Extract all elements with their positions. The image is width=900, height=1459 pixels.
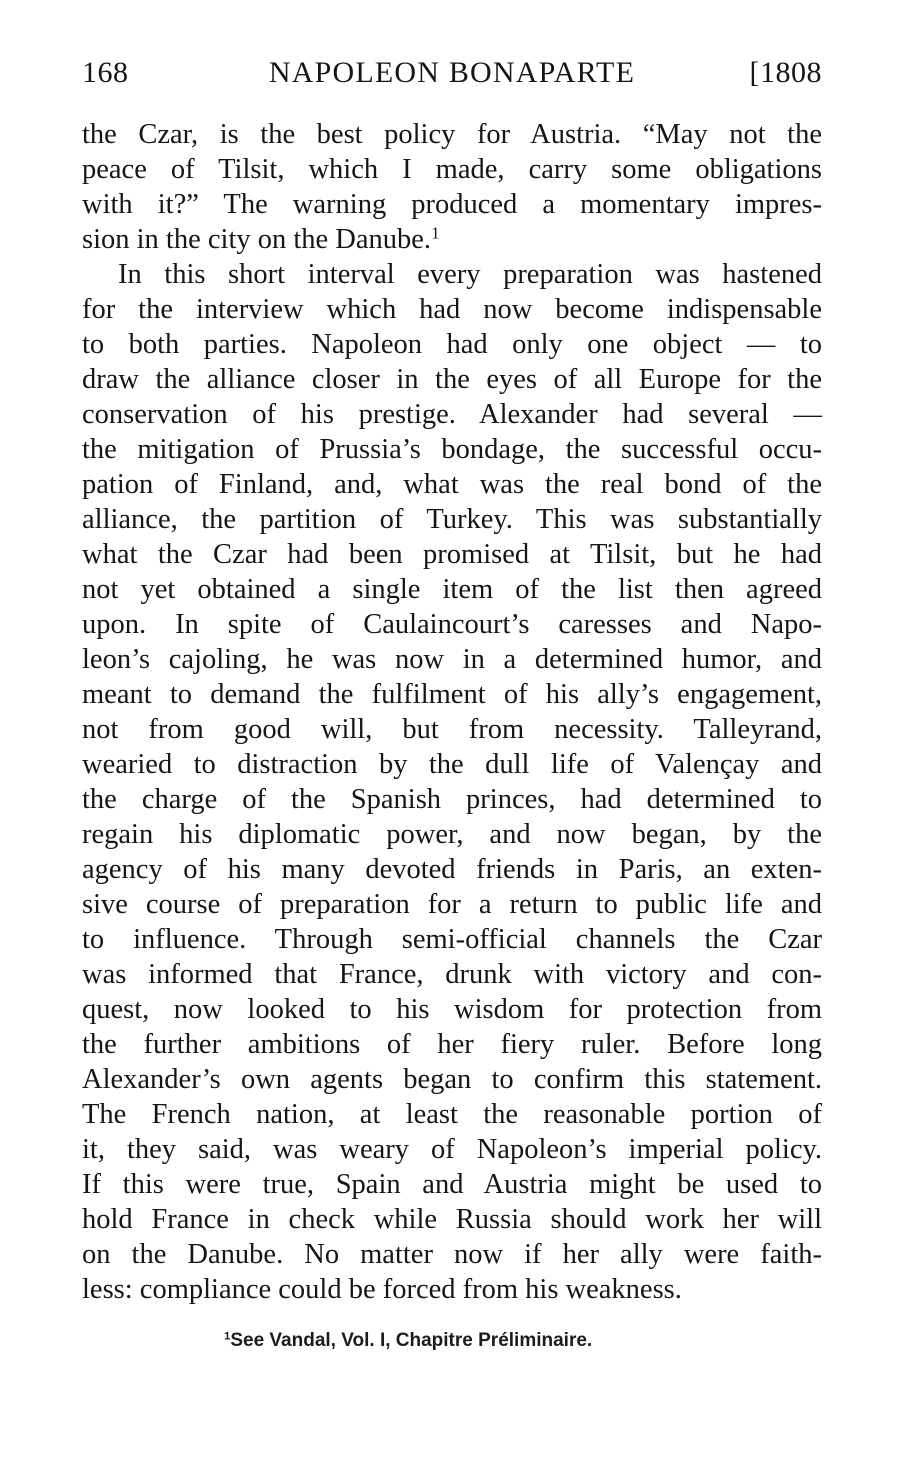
text-line: agency of his many devoted friends in Paris, an exten- xyxy=(82,854,822,885)
text-line-content: sion in the city on the Danube. xyxy=(82,224,432,255)
text-line: what the Czar had been promised at Tilsit, but he had xyxy=(82,539,822,570)
text-line: If this were true, Spain and Austria might be used to xyxy=(82,1169,822,1200)
header-year: [1808 xyxy=(749,56,822,89)
text-line: was informed that France, drunk with victory and con- xyxy=(82,959,822,990)
footnote xyxy=(224,1330,592,1352)
text-line: peace of Tilsit, which I made, carry some obligations xyxy=(82,154,822,185)
text-line: meant to demand the fulfilment of his ally’s engagement, xyxy=(82,679,822,710)
text-line: sive course of preparation for a return to public life and xyxy=(82,889,822,920)
text-line: with it?” The warning produced a momentary impres- xyxy=(82,189,822,220)
footnote-marker: 1 xyxy=(224,1330,231,1343)
text-line: for the interview which had now become indispensable xyxy=(82,294,822,325)
text-line: less: compliance could be forced from his weakness. xyxy=(82,1274,682,1305)
text-line: conservation of his prestige. Alexander had several — xyxy=(82,399,822,430)
text-line: the charge of the Spanish princes, had determined to xyxy=(82,784,822,815)
text-line: alliance, the partition of Turkey. This was substantially xyxy=(82,504,822,535)
body-text xyxy=(82,117,822,1307)
text-line: The French nation, at least the reasonable portion of xyxy=(82,1099,822,1130)
running-title: NAPOLEON BONAPARTE xyxy=(268,56,636,89)
text-line: on the Danube. No matter now if her ally were faith- xyxy=(82,1239,822,1270)
text-line: regain his diplomatic power, and now began, by the xyxy=(82,819,822,850)
text-line: the Czar, is the best policy for Austria. “May not the xyxy=(82,119,822,150)
text-line: quest, now looked to his wisdom for protection from xyxy=(82,994,822,1025)
footnote-reference: 1 xyxy=(431,223,440,243)
text-line: In this short interval every preparation was hastened xyxy=(118,259,822,290)
text-line: draw the alliance closer in the eyes of all Europe for the xyxy=(82,364,822,395)
text-line: not yet obtained a single item of the list then agreed xyxy=(82,574,822,605)
text-line: wearied to distraction by the dull life of Valençay and xyxy=(82,749,822,780)
text-line: the further ambitions of her fiery ruler. Before long xyxy=(82,1029,822,1060)
text-line: hold France in check while Russia should work her will xyxy=(82,1204,822,1235)
page-number: 168 xyxy=(82,56,129,89)
text-line: leon’s cajoling, he was now in a determined humor, and xyxy=(82,644,822,675)
footnote-text: See Vandal, Vol. I, Chapitre Préliminaire. xyxy=(230,1330,593,1351)
text-line xyxy=(82,222,822,257)
text-line: the mitigation of Prussia’s bondage, the successful occu- xyxy=(82,434,822,465)
text-line: not from good will, but from necessity. Talleyrand, xyxy=(82,714,822,745)
text-line: upon. In spite of Caulaincourt’s caresses and Napo- xyxy=(82,609,822,640)
text-line: to both parties. Napoleon had only one object — to xyxy=(82,329,822,360)
text-line: it, they said, was weary of Napoleon’s imperial policy. xyxy=(82,1134,822,1165)
running-header xyxy=(82,56,822,96)
text-line: Alexander’s own agents began to confirm this statement. xyxy=(82,1064,822,1095)
text-line: to influence. Through semi-official channels the Czar xyxy=(82,924,822,955)
text-line: pation of Finland, and, what was the real bond of the xyxy=(82,469,822,500)
